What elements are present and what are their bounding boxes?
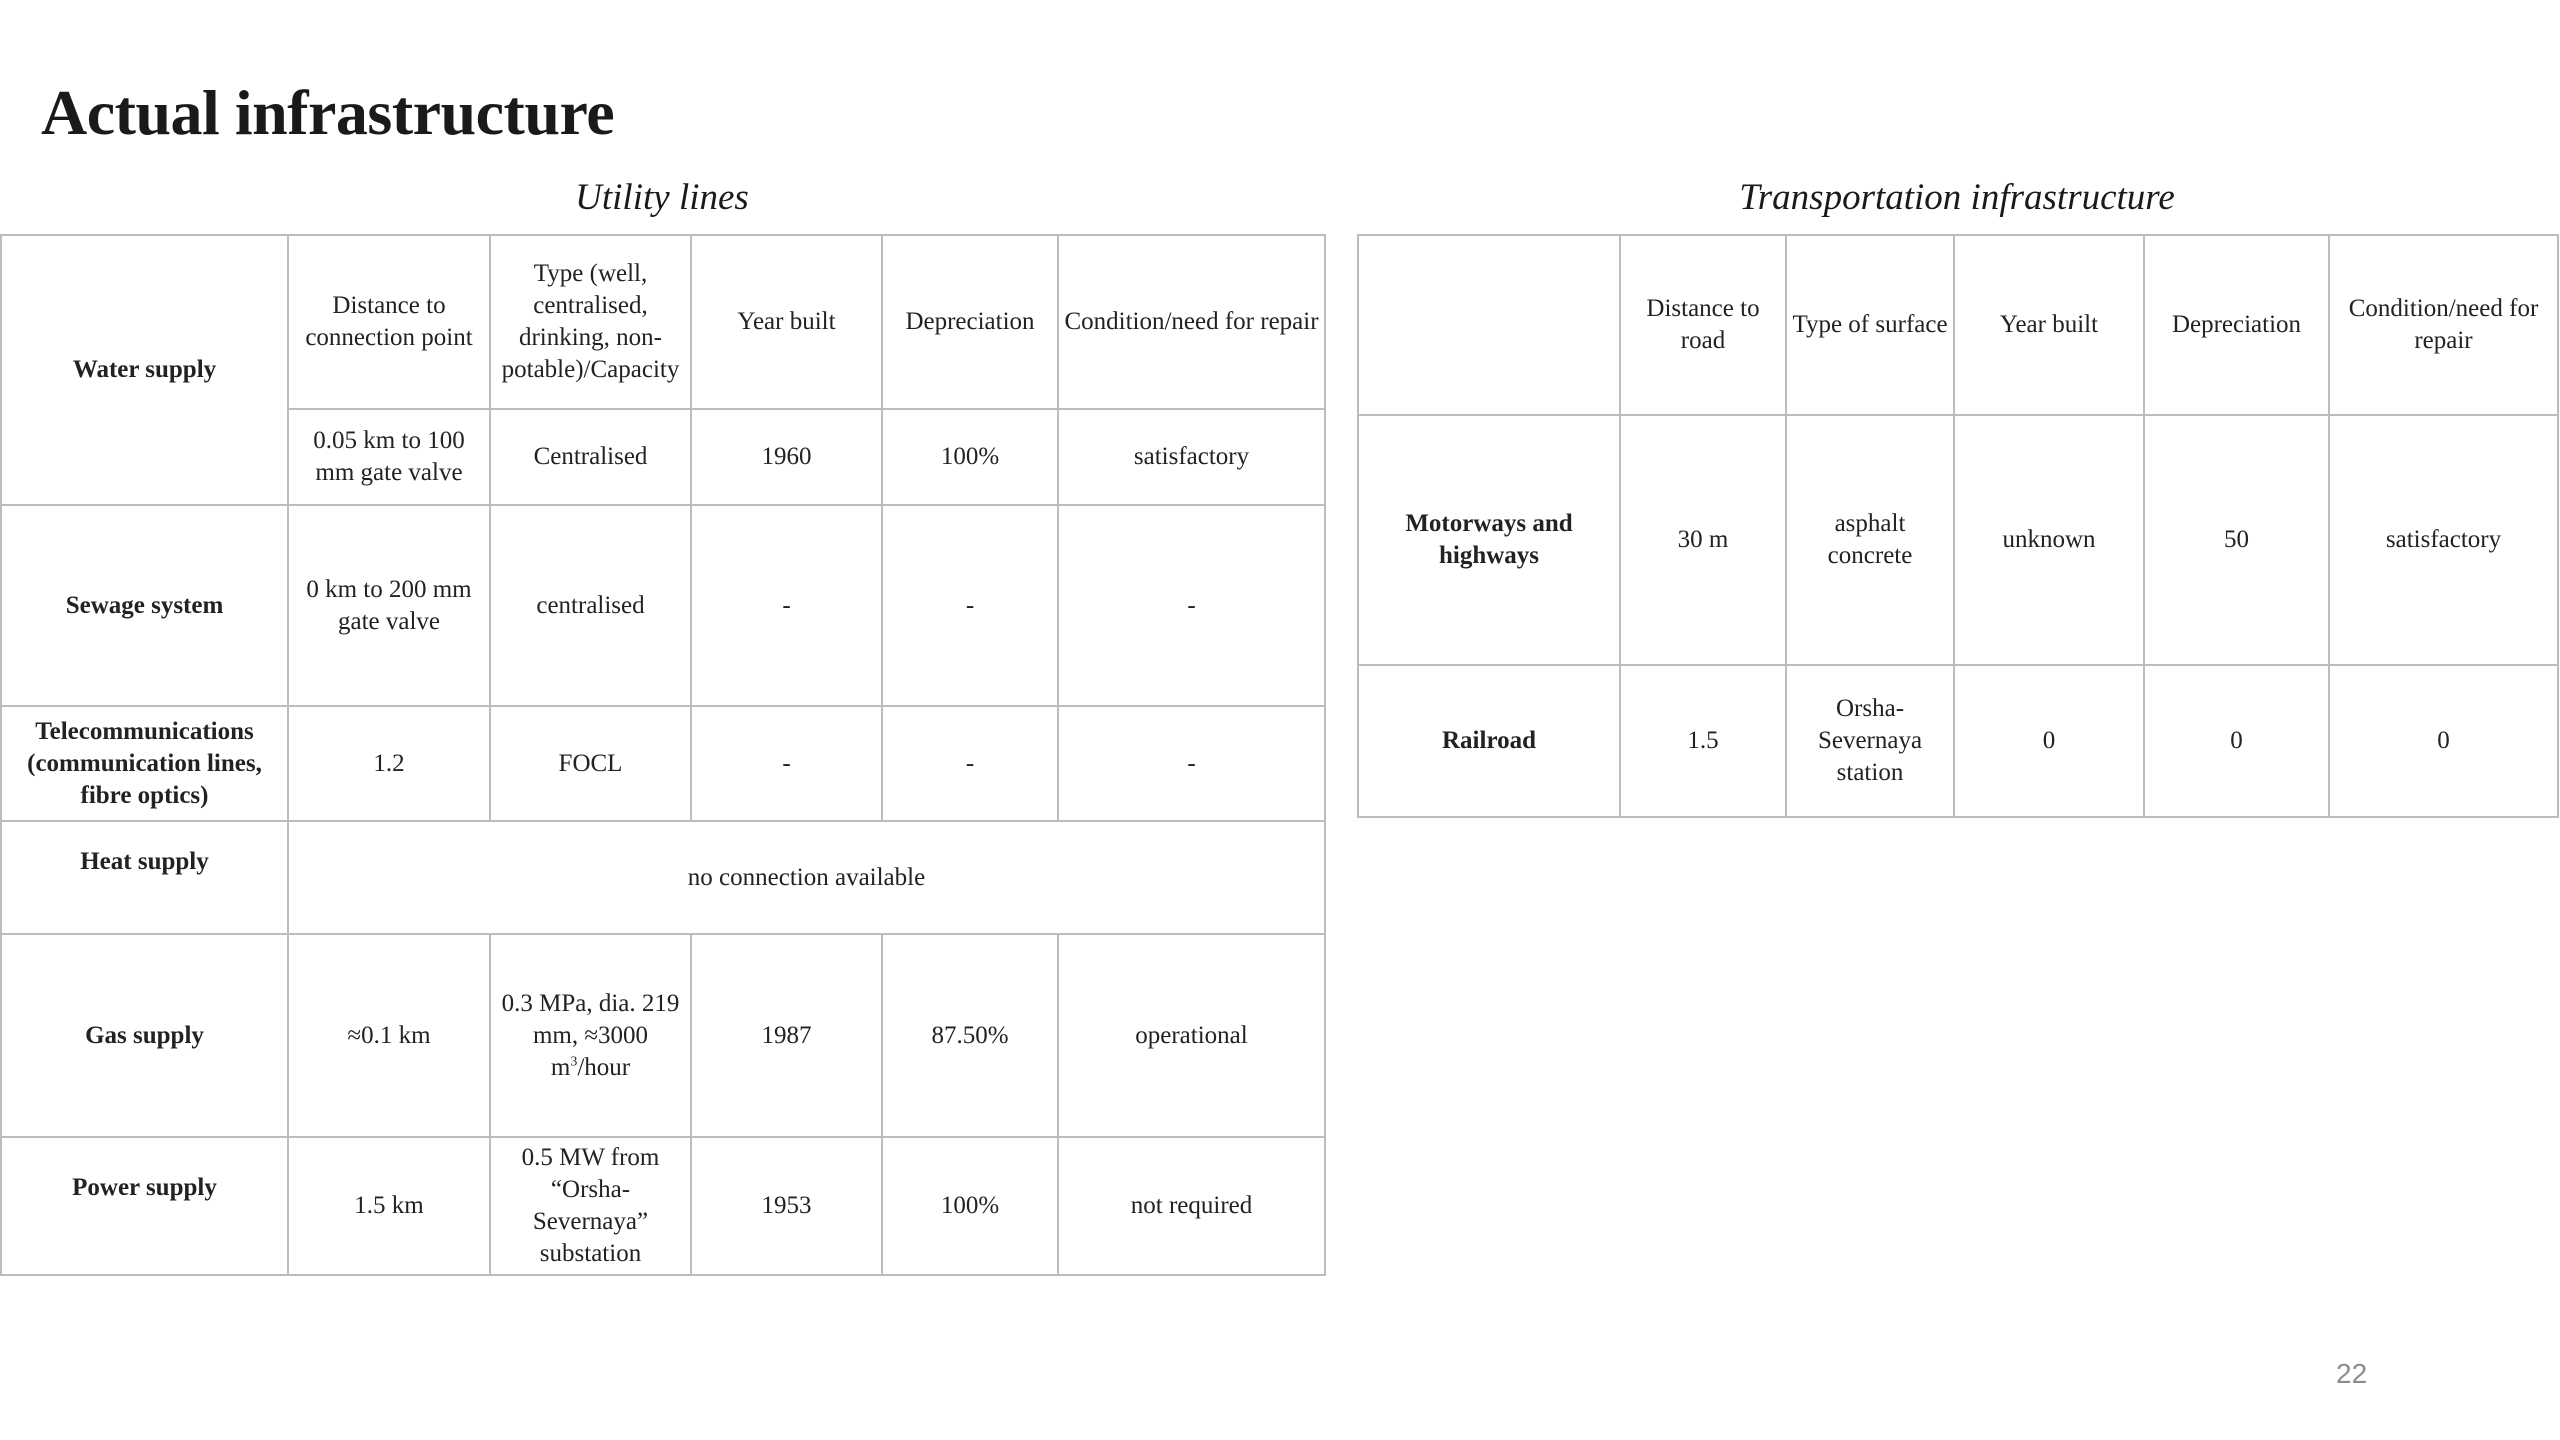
railroad-surface: Orsha-Severnaya station [1786, 665, 1954, 817]
water-type: Centralised [490, 409, 691, 505]
header-distance: Distance to connection point [288, 235, 490, 409]
gas-distance: ≈0.1 km [288, 934, 490, 1137]
railroad-year: 0 [1954, 665, 2144, 817]
power-depreciation: 100% [882, 1137, 1058, 1275]
motorways-label: Motorways and highways [1358, 415, 1620, 665]
header-condition: Condition/need for repair [1058, 235, 1325, 409]
motorways-depreciation: 50 [2144, 415, 2329, 665]
gas-type-text: 0.3 MPa, dia. 219 mm, ≈3000 m [501, 989, 680, 1081]
water-depreciation: 100% [882, 409, 1058, 505]
table-row [1, 505, 1325, 706]
telecom-year: - [691, 706, 882, 821]
header-empty [1358, 235, 1620, 415]
utility-lines-caption: Utility lines [575, 177, 749, 218]
railroad-depreciation: 0 [2144, 665, 2329, 817]
sewage-year: - [691, 505, 882, 706]
sewage-distance: 0 km to 200 mm gate valve [288, 505, 490, 706]
telecom-label: Telecommunications (communication lines, fibre optics) [1, 706, 288, 821]
telecom-condition: - [1058, 706, 1325, 821]
table-row [1, 706, 1325, 821]
railroad-distance: 1.5 [1620, 665, 1786, 817]
page-number: 22 [2336, 1358, 2368, 1389]
heat-note: no connection available [288, 821, 1325, 934]
header-distance-to-road: Distance to road [1620, 235, 1786, 415]
gas-condition: operational [1058, 934, 1325, 1137]
railroad-label: Railroad [1358, 665, 1620, 817]
sewage-label: Sewage system [1, 505, 288, 706]
telecom-type: FOCL [490, 706, 691, 821]
gas-depreciation: 87.50% [882, 934, 1058, 1137]
telecom-depreciation: - [882, 706, 1058, 821]
header-type-of-surface: Type of surface [1786, 235, 1954, 415]
transportation-caption: Transportation infrastructure [1739, 177, 2175, 218]
railroad-condition: 0 [2329, 665, 2558, 817]
water-condition: satisfactory [1058, 409, 1325, 505]
table-row [1, 934, 1325, 1137]
table-row [1358, 665, 2558, 817]
motorways-year: unknown [1954, 415, 2144, 665]
power-type: 0.5 MW from “Orsha-Severnaya” substation [490, 1137, 691, 1275]
telecom-distance: 1.2 [288, 706, 490, 821]
sewage-type: centralised [490, 505, 691, 706]
gas-label: Gas supply [1, 934, 288, 1137]
header-condition: Condition/need for repair [2329, 235, 2558, 415]
motorways-condition: satisfactory [2329, 415, 2558, 665]
table-row [1358, 235, 2558, 415]
motorways-surface: asphalt concrete [1786, 415, 1954, 665]
motorways-distance: 30 m [1620, 415, 1786, 665]
water-distance: 0.05 km to 100 mm gate valve [288, 409, 490, 505]
sewage-condition: - [1058, 505, 1325, 706]
gas-type [490, 934, 691, 1137]
header-type: Type (well, centralised, drinking, non-potable)/Capacity [490, 235, 691, 409]
gas-type-unit: /hour [577, 1053, 631, 1081]
table-row [1358, 415, 2558, 665]
water-supply-label: Water supply [1, 235, 288, 505]
power-label: Power supply [1, 1137, 288, 1275]
table-row [1, 1137, 1325, 1275]
gas-type-superscript: 3 [570, 1054, 578, 1070]
slide-title: Actual infrastructure [41, 77, 615, 148]
utility-lines-table [0, 234, 1326, 1276]
water-year: 1960 [691, 409, 882, 505]
table-row [1, 235, 1325, 409]
header-depreciation: Depreciation [2144, 235, 2329, 415]
header-year-built: Year built [691, 235, 882, 409]
heat-label: Heat supply [1, 821, 288, 934]
header-depreciation: Depreciation [882, 235, 1058, 409]
power-distance: 1.5 km [288, 1137, 490, 1275]
sewage-depreciation: - [882, 505, 1058, 706]
transportation-table [1357, 234, 2559, 818]
gas-year: 1987 [691, 934, 882, 1137]
header-year-built: Year built [1954, 235, 2144, 415]
power-condition: not required [1058, 1137, 1325, 1275]
table-row [1, 821, 1325, 934]
power-year: 1953 [691, 1137, 882, 1275]
